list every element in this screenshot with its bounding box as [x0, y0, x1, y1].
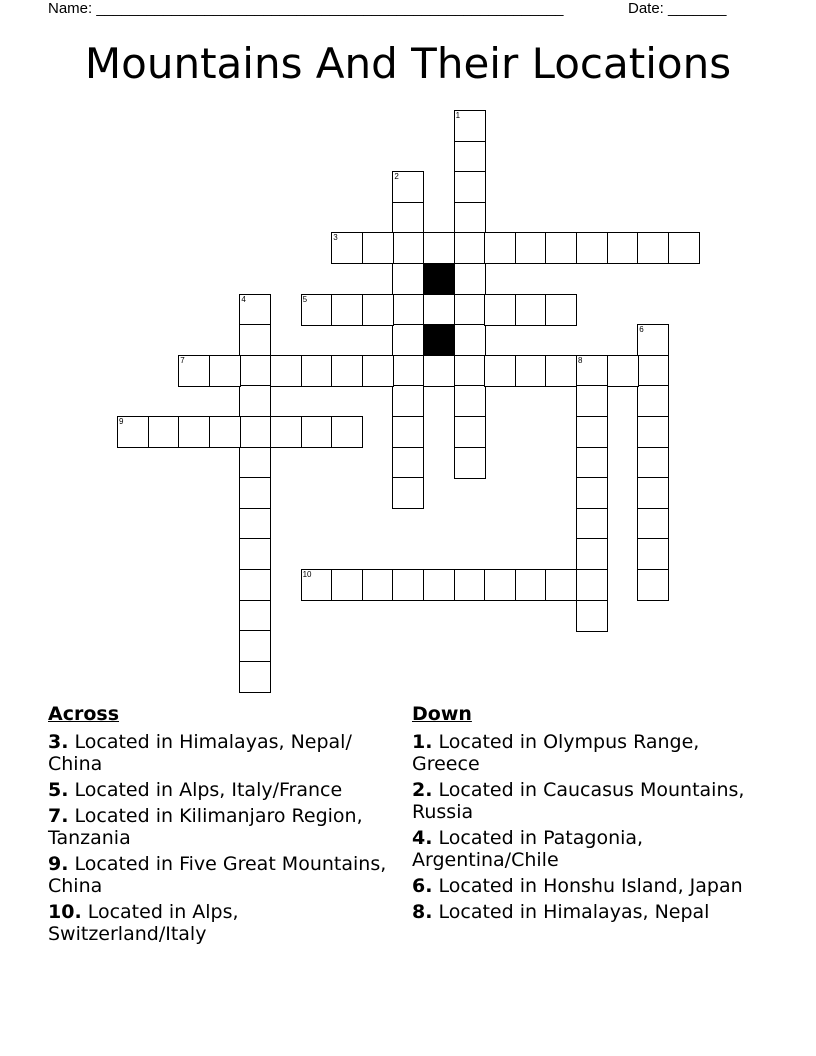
crossword-cell[interactable] [454, 416, 486, 448]
crossword-cell[interactable] [576, 232, 608, 264]
clue-number: 6. [412, 875, 433, 897]
crossword-cell[interactable] [331, 232, 363, 264]
clue-across-3 [48, 731, 393, 775]
down-clues [412, 703, 772, 927]
crossword-cell[interactable] [637, 508, 669, 540]
crossword-cell[interactable] [576, 447, 608, 479]
crossword-cell[interactable] [331, 355, 363, 387]
across-clues [48, 703, 393, 949]
clue-across-5 [48, 779, 393, 801]
crossword-cell[interactable] [362, 355, 394, 387]
crossword-cell[interactable] [637, 569, 669, 601]
crossword-cell[interactable] [239, 508, 271, 540]
clue-number: 10. [48, 901, 82, 923]
crossword-cell[interactable] [637, 477, 669, 509]
crossword-cell[interactable] [301, 416, 333, 448]
crossword-cell[interactable] [392, 263, 424, 295]
crossword-cell[interactable] [637, 538, 669, 570]
page-title: Mountains And Their Locations [84, 39, 732, 88]
crossword-cell[interactable] [209, 355, 241, 387]
crossword-cell[interactable] [117, 416, 149, 448]
crossword-cell[interactable] [545, 569, 577, 601]
clue-number: 7. [48, 805, 69, 827]
crossword-cell[interactable] [576, 600, 608, 632]
crossword-cell[interactable] [239, 294, 271, 326]
crossword-cell[interactable] [454, 171, 486, 203]
clue-text: Located in Himalayas, Nepal [438, 901, 710, 923]
crossword-cell[interactable] [362, 294, 394, 326]
crossword-cell[interactable] [454, 232, 486, 264]
crossword-cell[interactable] [392, 416, 424, 448]
clue-across-10 [48, 901, 393, 945]
crossword-cell[interactable] [545, 294, 577, 326]
crossword-cell[interactable] [637, 355, 669, 387]
crossword-cell[interactable] [484, 232, 516, 264]
crossword-cell[interactable] [576, 477, 608, 509]
crossword-cell[interactable] [454, 385, 486, 417]
crossword-cell[interactable] [423, 232, 455, 264]
crossword-cell[interactable] [484, 294, 516, 326]
crossword-block-cell [423, 263, 455, 295]
crossword-cell[interactable] [239, 324, 271, 356]
clue-number-label: 7 [180, 355, 185, 365]
crossword-cell[interactable] [392, 355, 424, 387]
clue-text: Located in Alps, Switzerland/Italy [48, 901, 239, 945]
clue-number: 5. [48, 779, 69, 801]
crossword-cell[interactable] [454, 294, 486, 326]
clue-number-label: 4 [241, 294, 246, 304]
crossword-cell[interactable] [454, 447, 486, 479]
clue-text: Located in Olympus Range, Greece [412, 731, 700, 775]
crossword-cell[interactable] [607, 355, 639, 387]
crossword-cell[interactable] [423, 355, 455, 387]
crossword-cell[interactable] [148, 416, 180, 448]
crossword-cell[interactable] [178, 416, 210, 448]
clue-down-2 [412, 779, 772, 823]
crossword-cell[interactable] [454, 324, 486, 356]
clue-number-label: 8 [578, 355, 583, 365]
clue-number-label: 10 [302, 570, 312, 579]
crossword-cell[interactable] [423, 569, 455, 601]
crossword-cell[interactable] [239, 355, 271, 387]
clue-number: 4. [412, 827, 433, 849]
crossword-cell[interactable] [576, 569, 608, 601]
crossword-cell[interactable] [454, 569, 486, 601]
crossword-cell[interactable] [239, 447, 271, 479]
date-field-label: Date: _______ [628, 0, 727, 17]
name-field-label: Name: ________________________________________________________ [48, 0, 564, 17]
crossword-cell[interactable] [637, 416, 669, 448]
crossword-cell[interactable] [637, 232, 669, 264]
clue-down-1 [412, 731, 772, 775]
crossword-cell[interactable] [209, 416, 241, 448]
crossword-cell[interactable] [239, 661, 271, 693]
clue-number-label: 3 [333, 233, 338, 243]
crossword-cell[interactable] [270, 416, 302, 448]
crossword-cell[interactable] [392, 569, 424, 601]
clue-number-label: 1 [455, 111, 461, 120]
crossword-cell[interactable] [362, 232, 394, 264]
crossword-cell[interactable] [331, 294, 363, 326]
crossword-cell[interactable] [423, 294, 455, 326]
crossword-cell[interactable] [392, 294, 424, 326]
clue-number: 3. [48, 731, 69, 753]
crossword-cell[interactable] [454, 110, 486, 142]
crossword-cell[interactable] [239, 416, 271, 448]
crossword-cell[interactable] [454, 263, 486, 295]
crossword-cell[interactable] [392, 477, 424, 509]
clue-down-4 [412, 827, 772, 871]
crossword-cell[interactable] [239, 538, 271, 570]
crossword-cell[interactable] [331, 569, 363, 601]
crossword-cell[interactable] [576, 385, 608, 417]
crossword-cell[interactable] [301, 294, 333, 326]
crossword-cell[interactable] [301, 355, 333, 387]
crossword-cell[interactable] [668, 232, 700, 264]
clue-number-label: 5 [302, 294, 308, 304]
crossword-cell[interactable] [239, 569, 271, 601]
clue-number-label: 2 [394, 172, 399, 182]
crossword-cell[interactable] [454, 202, 486, 234]
clue-down-8 [412, 901, 772, 923]
crossword-cell[interactable] [515, 569, 547, 601]
crossword-cell[interactable] [515, 232, 547, 264]
crossword-cell[interactable] [239, 630, 271, 662]
crossword-cell[interactable] [637, 324, 669, 356]
crossword-cell[interactable] [239, 477, 271, 509]
clue-text: Located in Five Great Mountains, China [48, 853, 387, 897]
crossword-cell[interactable] [392, 447, 424, 479]
crossword-cell[interactable] [454, 355, 486, 387]
clue-text: Located in Honshu Island, Japan [438, 875, 743, 897]
crossword-cell[interactable] [637, 447, 669, 479]
clue-across-9 [48, 853, 393, 897]
crossword-cell[interactable] [576, 508, 608, 540]
crossword-cell[interactable] [392, 171, 424, 203]
crossword-cell[interactable] [484, 569, 516, 601]
crossword-cell[interactable] [392, 324, 424, 356]
crossword-cell[interactable] [301, 569, 333, 601]
clue-number: 9. [48, 853, 69, 875]
clue-text: Located in Caucasus Mountains, Russia [412, 779, 745, 823]
crossword-cell[interactable] [576, 416, 608, 448]
clue-text: Located in Alps, Italy/France [74, 779, 343, 801]
crossword-cell[interactable] [392, 385, 424, 417]
crossword-cell[interactable] [637, 385, 669, 417]
clue-down-6 [412, 875, 772, 897]
across-heading: Across [48, 703, 120, 725]
crossword-cell[interactable] [270, 355, 302, 387]
clue-text: Located in Kilimanjaro Region, Tanzania [48, 805, 363, 849]
crossword-cell[interactable] [515, 355, 547, 387]
crossword-cell[interactable] [239, 385, 271, 417]
crossword-cell[interactable] [331, 416, 363, 448]
clue-number-label: 9 [119, 417, 124, 426]
crossword-cell[interactable] [545, 355, 577, 387]
crossword-cell[interactable] [454, 141, 486, 173]
crossword-cell[interactable] [576, 355, 608, 387]
crossword-cell[interactable] [362, 569, 394, 601]
crossword-cell[interactable] [484, 355, 516, 387]
clue-number-label: 6 [639, 325, 644, 335]
clue-text: Located in Patagonia, Argentina/Chile [412, 827, 644, 871]
crossword-cell[interactable] [392, 232, 424, 264]
clue-text: Located in Himalayas, Nepal/ China [48, 731, 352, 775]
crossword-cell[interactable] [239, 600, 271, 632]
crossword-cell[interactable] [178, 355, 210, 387]
crossword-block-cell [423, 324, 455, 356]
clue-across-7 [48, 805, 393, 849]
crossword-cell[interactable] [607, 232, 639, 264]
clue-number: 8. [412, 901, 433, 923]
crossword-cell[interactable] [545, 232, 577, 264]
crossword-cell[interactable] [576, 538, 608, 570]
crossword-cell[interactable] [392, 202, 424, 234]
clue-number: 2. [412, 779, 433, 801]
down-heading: Down [412, 703, 472, 725]
crossword-cell[interactable] [515, 294, 547, 326]
clue-number: 1. [412, 731, 433, 753]
